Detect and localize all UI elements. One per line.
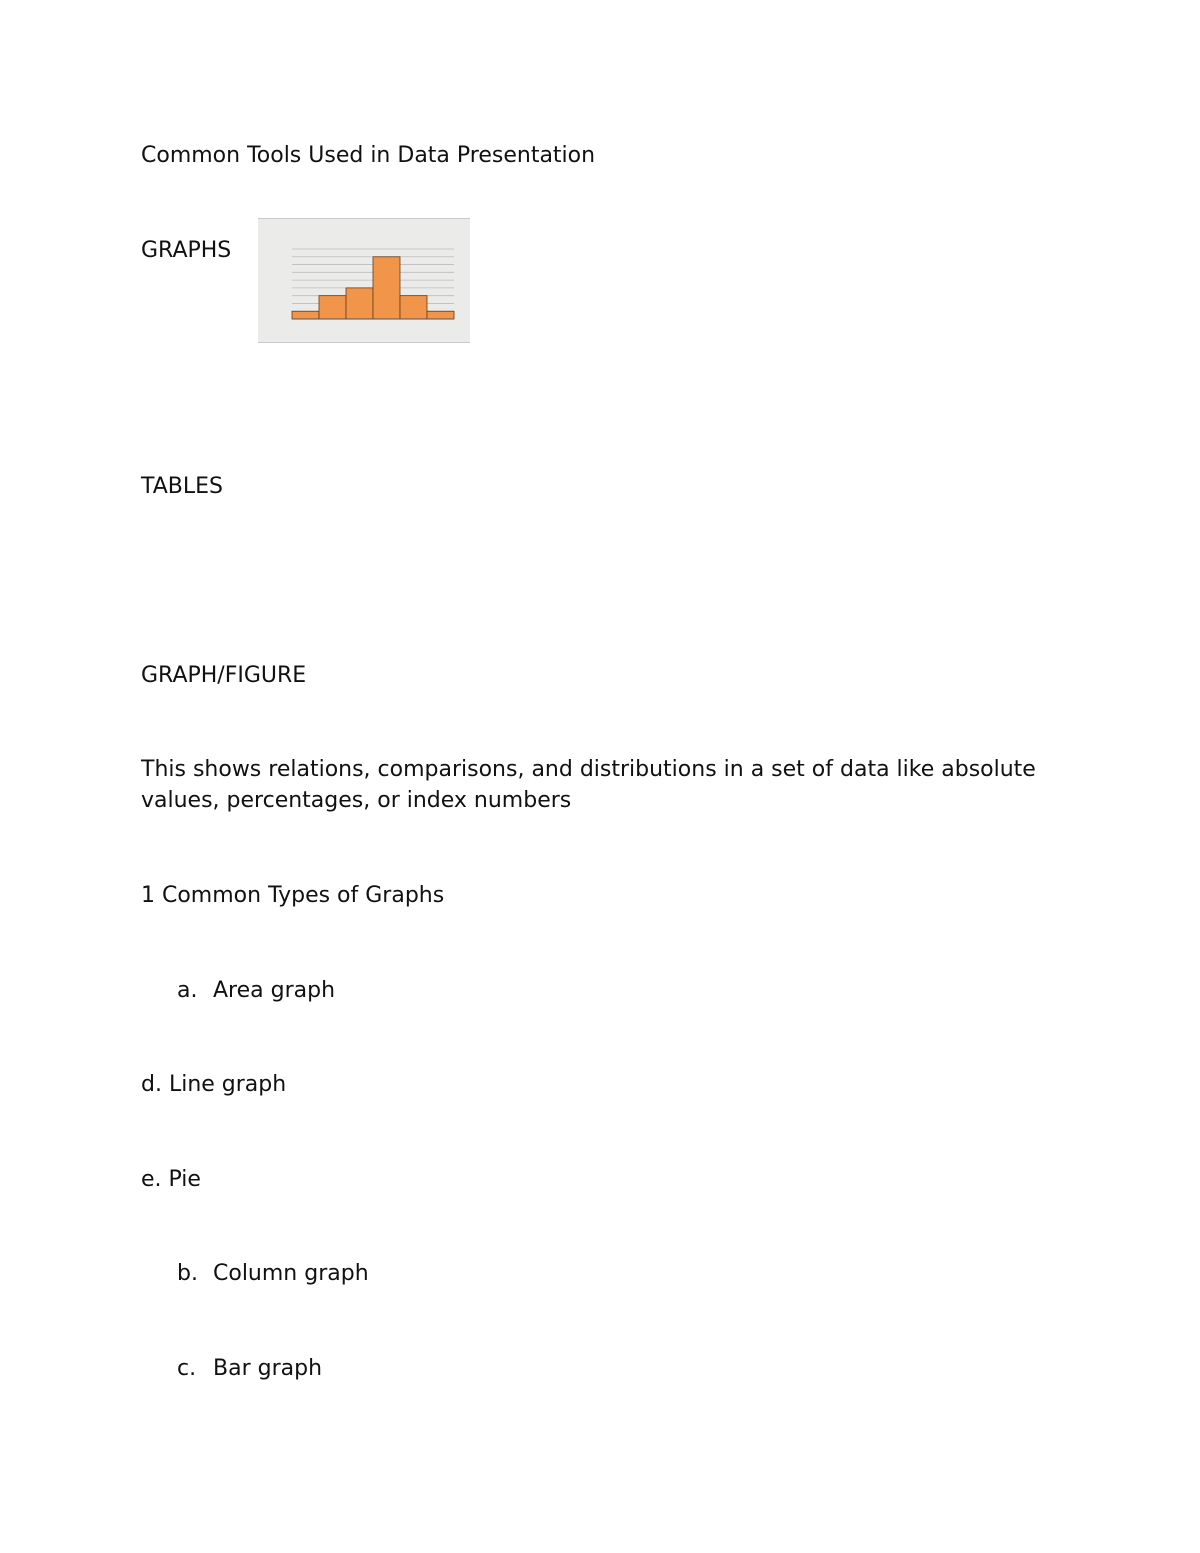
chart-bar: [346, 288, 373, 319]
histogram-figure: [258, 218, 470, 343]
list-item-text: Area graph: [213, 978, 336, 1003]
chart-bar: [373, 257, 400, 319]
chart-bar: [400, 296, 427, 319]
graph-figure-label: GRAPH/FIGURE: [141, 663, 307, 688]
list-item-bar-graph: [177, 1353, 322, 1384]
document-title: Common Tools Used in Data Presentation: [141, 143, 596, 168]
list-item-pie: [141, 1164, 201, 1195]
chart-bar: [319, 296, 346, 319]
list-item-column-graph: [177, 1258, 369, 1289]
list-item-text: d. Line graph: [141, 1072, 287, 1097]
tables-label: TABLES: [141, 474, 223, 499]
list-marker: a.: [177, 978, 198, 1003]
list-item-text: e. Pie: [141, 1167, 201, 1192]
list-item-area-graph: [177, 975, 335, 1006]
list-item-text: Column graph: [213, 1261, 369, 1286]
histogram-chart: [258, 219, 470, 342]
list-marker: c.: [177, 1356, 197, 1381]
types-heading: 1 Common Types of Graphs: [141, 883, 445, 908]
list-item-text: Bar graph: [213, 1356, 323, 1381]
graphs-label: GRAPHS: [141, 238, 232, 263]
chart-bar: [292, 311, 319, 319]
chart-bar: [427, 311, 454, 319]
list-marker: b.: [177, 1261, 198, 1286]
list-item-line-graph: [141, 1069, 286, 1100]
description-paragraph: This shows relations, comparisons, and distributions in a set of data like absolute values, percentages, or index numbers: [141, 757, 1036, 813]
